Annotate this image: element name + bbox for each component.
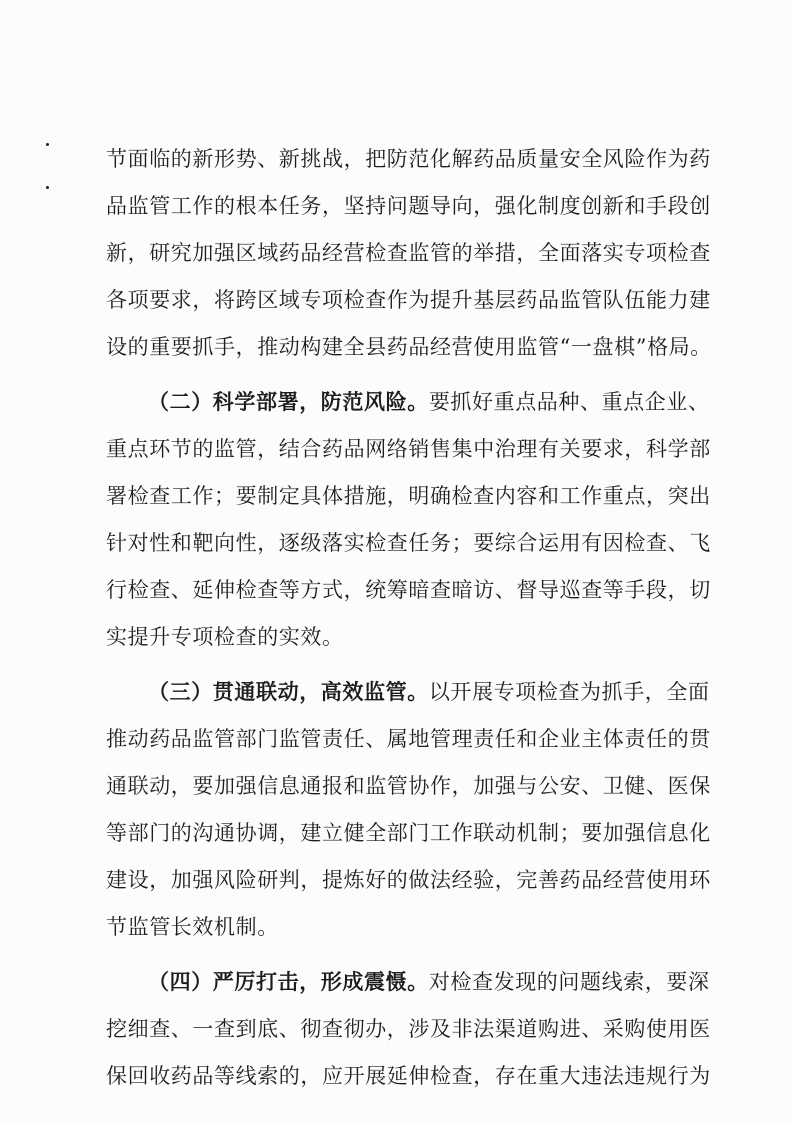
paragraph-spacer [106, 661, 691, 669]
paragraph-spacer [106, 951, 691, 959]
text-line: 挖细查、一查到底、彻查彻办，涉及非法渠道购进、采购使用医 [106, 1017, 711, 1041]
text-line: 节监管长效机制。 [106, 915, 279, 939]
scan-mark [46, 186, 49, 189]
text-line: 实提升专项检查的实效。 [106, 625, 344, 649]
text-line: 推动药品监管部门监管责任、属地管理责任和企业主体责任的贯 [106, 727, 711, 751]
section-first-line [106, 379, 710, 426]
text-line: 保回收药品等线索的，应开展延伸检查，存在重大违法违规行为 [106, 1064, 711, 1088]
text-line: 节面临的新形势、新挑战，把防范化解药品质量安全风险作为药 [106, 147, 711, 171]
text-line: 各项要求，将跨区域专项检查作为提升基层药品监管队伍能力建 [106, 288, 711, 312]
document-body [106, 136, 712, 1100]
paragraph-spacer [106, 371, 691, 379]
section-heading: （三）贯通联动，高效监管。 [148, 680, 429, 704]
text-line: 等部门的沟通协调，建立健全部门工作联动机制；要加强信息化 [106, 821, 711, 845]
text-line: 建设，加强风险研判，提炼好的做法经验，完善药品经营使用环 [106, 868, 711, 892]
section-first-line [106, 959, 710, 1006]
text-line: 通联动，要加强信息通报和监管协作，加强与公安、卫健、医保 [106, 774, 711, 798]
paragraph-section-4 [106, 959, 711, 1100]
section-text: 要抓好重点品种、重点企业、 [428, 390, 710, 414]
scan-mark [46, 143, 49, 146]
text-line: 行检查、延伸检查等方式，统筹暗查暗访、督导巡查等手段，切 [106, 578, 711, 602]
section-heading: （二）科学部署，防范风险。 [148, 390, 429, 414]
section-first-line [106, 669, 710, 716]
text-line: 署检查工作；要制定具体措施，明确检查内容和工作重点，突出 [106, 484, 711, 508]
text-line: 新，研究加强区域药品经营检查监管的举措，全面落实专项检查 [106, 241, 711, 265]
section-text: 以开展专项检查为抓手，全面 [428, 680, 710, 704]
text-line: 针对性和靶向性，逐级落实检查任务；要综合运用有因检查、飞 [106, 531, 711, 555]
section-heading: （四）严厉打击，形成震慑。 [148, 970, 429, 994]
paragraph-section-2 [106, 379, 711, 661]
text-line: 设的重要抓手，推动构建全县药品经营使用监管“一盘棋”格局。 [106, 335, 712, 359]
text-line: 重点环节的监管，结合药品网络销售集中治理有关要求，科学部 [106, 437, 711, 461]
section-text: 对检查发现的问题线索，要深 [428, 970, 710, 994]
paragraph-section-3 [106, 669, 711, 951]
text-line: 品监管工作的根本任务，坚持问题导向，强化制度创新和手段创 [106, 194, 711, 218]
paragraph-intro [106, 136, 712, 371]
